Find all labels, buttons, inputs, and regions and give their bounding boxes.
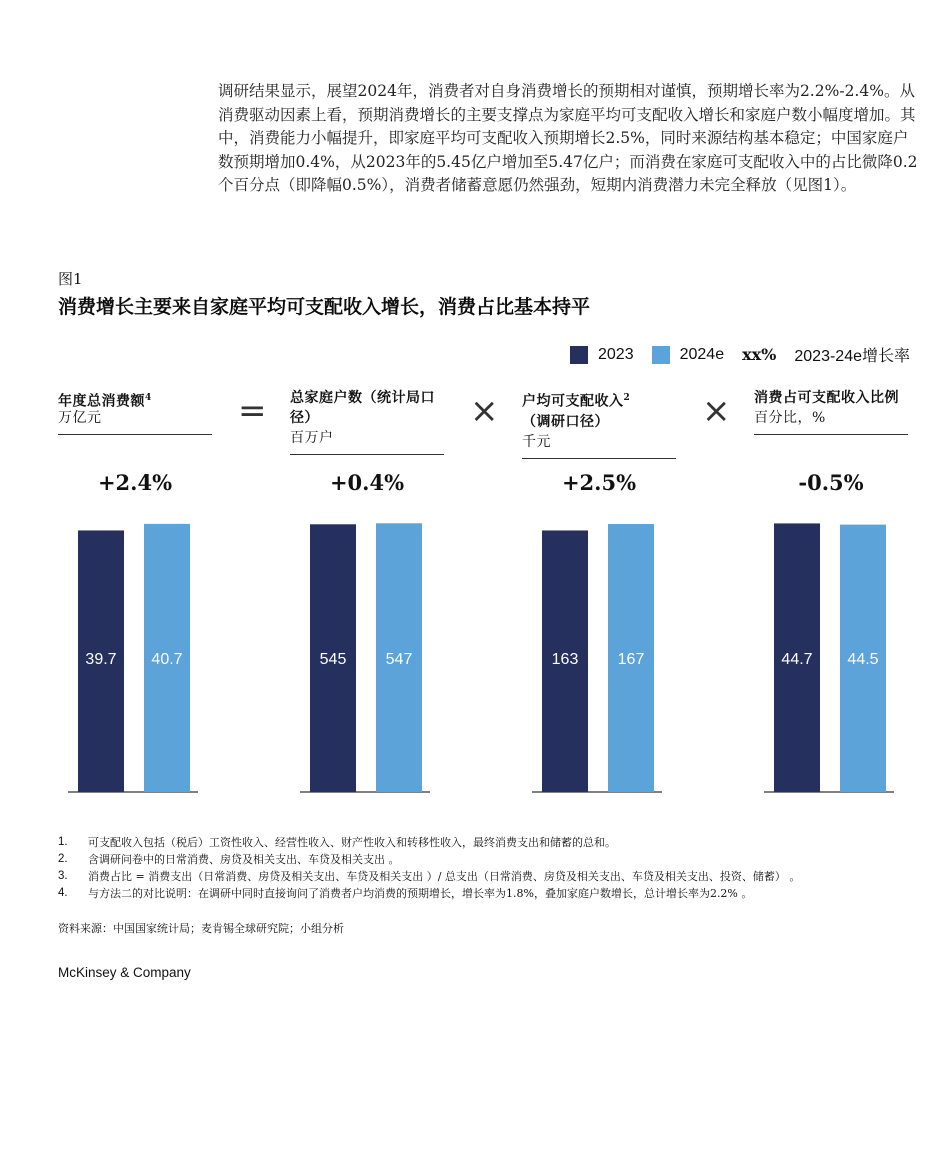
figure-title: 消费增长主要来自家庭平均可支配收入增长，消费占比基本持平	[58, 296, 591, 318]
bar-value-label: 545	[319, 651, 347, 668]
footnote-number: 3.	[58, 870, 68, 882]
footnote-number: 1.	[58, 836, 68, 848]
footnote	[58, 885, 918, 902]
footnote-text: 与方法二的对比说明：在调研中同时直接询问了消费者户均消费的预期增长，增长率为1.8%，叠加家庭户数增长，总计增长率为2.2% 。	[88, 887, 753, 900]
bar-value-label: 40.7	[151, 651, 183, 668]
footnote	[58, 851, 918, 868]
panel-title-text: 户均可支配收入	[522, 393, 624, 410]
legend-label-xx: xx%	[742, 345, 777, 364]
panel-title-text: 年度总消费额	[58, 393, 145, 410]
legend-label-2024e: 2024e	[679, 345, 725, 363]
panel-title-text: 消费占可支配收入比例	[754, 390, 899, 406]
panel-title: 总家庭户数（统计局口径）	[290, 390, 435, 426]
bar-value-label: 167	[617, 651, 645, 668]
footnote-number: 4.	[58, 887, 68, 899]
footnote-text: 含调研问卷中的日常消费、房贷及相关支出、车贷及相关支出 。	[88, 853, 400, 866]
footnotes	[58, 834, 918, 902]
bar-value-label: 44.5	[847, 651, 879, 668]
growth-rate-label: +0.4%	[329, 470, 405, 495]
growth-rate-label: -0.5%	[798, 470, 864, 495]
times-operator-1: ×	[470, 391, 499, 431]
source-line: 资料来源：中国国家统计局；麦肯锡全球研究院；小组分析	[58, 922, 344, 935]
times-operator-2: ×	[702, 391, 731, 431]
panel-unit: 百分比，%	[754, 410, 826, 426]
bar-value-label: 547	[385, 651, 413, 668]
growth-rate-label: +2.4%	[97, 470, 173, 495]
legend-label-growth: 2023-24e增长率	[794, 348, 910, 365]
panel-title-sup: 4	[145, 393, 152, 403]
bar-value-label: 39.7	[85, 651, 117, 668]
equals-operator: =	[238, 391, 267, 431]
brand-name: McKinsey & Company	[58, 965, 191, 980]
bar-value-label: 163	[551, 651, 579, 668]
figure-label: 图1	[58, 270, 83, 288]
bar-value-label: 44.7	[781, 651, 813, 668]
footnote-text: 可支配收入包括（税后）工资性收入、经营性收入、财产性收入和转移性收入，最终消费支出和储蓄的总和。	[88, 836, 616, 849]
footnote-number: 2.	[58, 853, 68, 865]
panel-title-sup: 2	[623, 393, 631, 403]
legend-label-2023: 2023	[598, 345, 634, 363]
panel-unit: 百万户	[290, 430, 334, 446]
panel-title-line2: （调研口径）	[522, 413, 609, 430]
growth-rate-label: +2.5%	[561, 470, 637, 495]
footnote	[58, 834, 918, 851]
footnote-text: 消费占比 = 消费支出（日常消费、房贷及相关支出、车贷及相关支出 ）/ 总支出（日常消费、房贷及相关支出、车贷及相关支出、投资、储蓄） 。	[88, 870, 801, 883]
intro-paragraph: 调研结果显示，展望2024年，消费者对自身消费增长的预期相对谨慎，预期增长率为2.2%-2.4%。从消费驱动因素上看，预期消费增长的主要支撑点为家庭平均可支配收入增长和家庭户数小幅度增加。其中，消费能力小幅提升，即家庭平均可支配收入预期增长2.5%，同时来源结构基本稳定；中国家庭户数预期增加0.4%，从2023年的5.45亿户增加至5.47亿户；而消费在家庭可支配收入中的占比微降0.2个百分点（即降幅0.5%），消费者储蓄意愿仍然强劲，短期内消费潜力未完全释放（见图1）。	[218, 82, 918, 195]
panel-unit: 千元	[522, 433, 551, 450]
footnote	[58, 868, 918, 885]
panel-unit: 万亿元	[58, 410, 102, 426]
